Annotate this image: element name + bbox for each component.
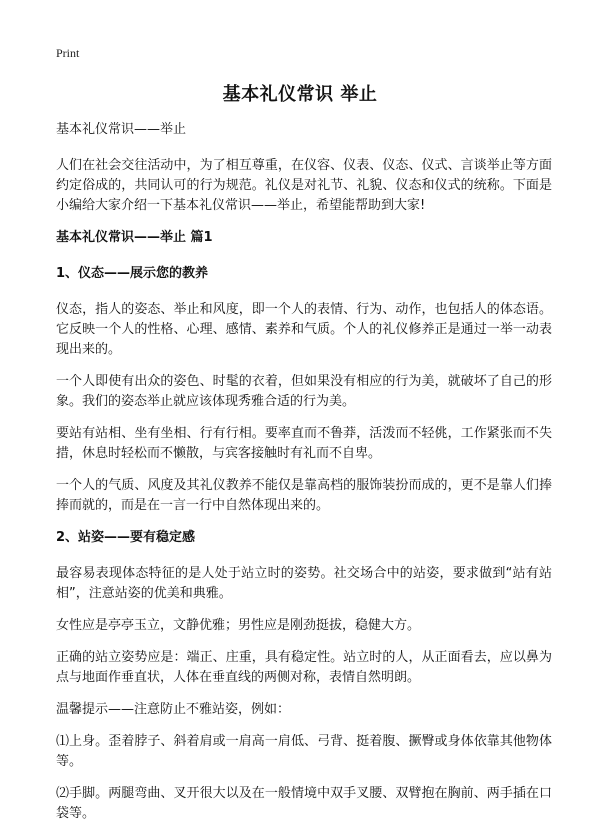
list-item: ⑵手脚。两腿弯曲、叉开很大以及在一般情境中双手叉腰、双臂抱在胸前、两手插在口袋等。	[56, 786, 552, 821]
section-heading-posture: 1、仪态——展示您的教养	[56, 266, 209, 281]
section-heading-standing: 2、站姿——要有稳定感	[56, 530, 196, 545]
paragraph: 要站有站相、坐有坐相、行有行相。要率直而不鲁莽，活泼而不轻佻，工作紧张而不失措，休息时轻松而不懒散，与宾客接触时有礼而不自卑。	[56, 426, 552, 461]
paragraph: 仪态，指人的姿态、举止和风度，即一个人的表情、行为、动作，也包括人的体态语。它反映一个人的性格、心理、感情、素养和气质。个人的礼仪修养正是通过一举一动表现出来的。	[56, 302, 552, 357]
document-subtitle: 基本礼仪常识——举止	[56, 122, 187, 137]
document-title: 基本礼仪常识 举止	[222, 84, 378, 105]
document-body	[56, 120, 552, 836]
paragraph: 正确的站立姿势应是：端正、庄重，具有稳定性。站立时的人，从正面看去，应以鼻为点与地面作垂直状，人体在垂直线的两侧对称，表情自然明朗。	[56, 650, 552, 685]
paragraph: 最容易表现体态特征的是人处于站立时的姿势。社交场合中的站姿，要求做到“站有站相”，注意站姿的优美和典雅。	[56, 566, 552, 601]
paragraph: 一个人即使有出众的姿色、时髦的衣着，但如果没有相应的行为美，就破坏了自己的形象。我们的姿态举止就应该体现秀雅合适的行为美。	[56, 374, 552, 409]
article-heading: 基本礼仪常识——举止 篇1	[56, 230, 213, 245]
paragraph: 女性应是亭亭玉立，文静优雅；男性应是刚劲挺拔，稳健大方。	[56, 618, 421, 633]
print-label: Print	[56, 46, 80, 60]
intro-paragraph: 人们在社会交往活动中，为了相互尊重，在仪容、仪表、仪态、仪式、言谈举止等方面约定俗成的，共同认可的行为规范。礼仪是对礼节、礼貌、仪态和仪式的统称。下面是小编给大家介绍一下基本礼仪常识——举止，希望能帮助到大家!	[56, 158, 552, 213]
list-item: ⑴上身。歪着脖子、斜着肩或一肩高一肩低、弓背、挺着腹、撅臀或身体依靠其他物体等。	[56, 734, 552, 769]
paragraph: 一个人的气质、风度及其礼仪教养不能仅是靠高档的服饰装扮而成的，更不是靠人们捧捧而就的，而是在一言一行中自然体现出来的。	[56, 478, 552, 513]
tip-paragraph: 温馨提示——注意防止不雅站姿，例如：	[56, 702, 291, 717]
